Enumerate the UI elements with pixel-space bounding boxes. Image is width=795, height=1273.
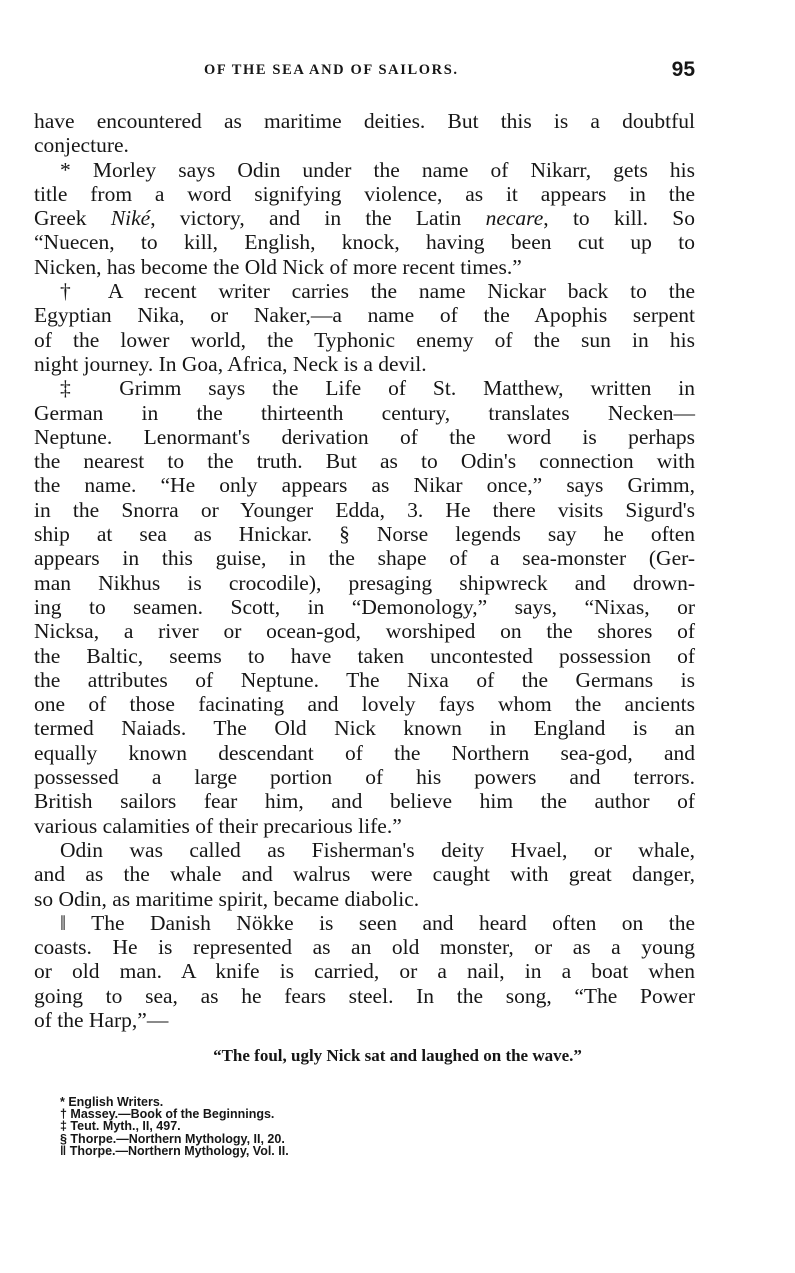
text-line: Odin was called as Fisherman's deity Hvael, or whale, (60, 837, 695, 862)
text-line: conjecture. (34, 133, 129, 158)
footnote: † Massey.—Book of the Beginnings. (60, 1107, 275, 1122)
verse-quote: “The foul, ugly Nick sat and laughed on the wave.” (213, 1046, 582, 1065)
text-line: ing to seamen. Scott, in “Demonology,” says, “Nixas, or (34, 594, 695, 619)
text-line: and as the whale and walrus were caught with great danger, (34, 862, 695, 887)
footnote: ‡ Teut. Myth., II, 497. (60, 1119, 181, 1134)
text-line: the name. “He only appears as Nikar once,” says Grimm, (34, 473, 695, 498)
text-line: coasts. He is represented as an old monster, or as a young (34, 935, 695, 960)
text-line: Greek Niké, victory, and in the Latin necare, to kill. So (34, 206, 695, 231)
text-line: in the Snorra or Younger Edda, 3. He there visits Sigurd's (34, 497, 695, 522)
text-line: one of those facinating and lovely fays whom the ancients (34, 692, 695, 717)
text-line: Nicken, has become the Old Nick of more recent times.” (34, 254, 522, 279)
footnote: * English Writers. (60, 1095, 164, 1109)
text-line: going to sea, as he fears steel. In the song, “The Power (34, 983, 695, 1008)
text-line: appears in this guise, in the shape of a sea-monster (Ger- (34, 546, 695, 571)
text-line: night journey. In Goa, Africa, Neck is a devil. (34, 351, 427, 376)
text-line: the nearest to the truth. But as to Odin's connection with (34, 449, 695, 474)
text-line: have encountered as maritime deities. But this is a doubtful (34, 109, 695, 133)
text-line: of the Harp,”— (34, 1007, 169, 1032)
footnotes (60, 1096, 560, 1157)
body-text (34, 109, 695, 1032)
footnote: ‖ Thorpe.—Northern Mythology, Vol. II. (60, 1143, 289, 1158)
page-number: 95 (671, 58, 695, 81)
text-line: title from a word signifying violence, as it appears in the (34, 181, 695, 206)
text-line: German in the thirteenth century, translates Necken— (34, 400, 695, 425)
text-line: Nicksa, a river or ocean-god, worshiped on the shores of (34, 619, 695, 644)
text-line: Egyptian Nika, or Naker,—a name of the Apophis serpent (34, 303, 695, 328)
text-line: the attributes of Neptune. The Nixa of the Germans is (34, 667, 695, 692)
text-line: ship at sea as Hnickar. § Norse legends say he often (34, 522, 695, 547)
text-line: the Baltic, seems to have taken uncontested possession of (34, 643, 695, 668)
text-line: * Morley says Odin under the name of Nikarr, gets his (60, 157, 695, 182)
text-line: “Nuecen, to kill, English, knock, having been cut up to (34, 230, 695, 255)
text-line: so Odin, as maritime spirit, became diabolic. (34, 886, 420, 911)
footnote: § Thorpe.—Northern Mythology, II, 20. (60, 1131, 285, 1146)
text-line: possessed a large portion of his powers and terrors. (34, 765, 695, 790)
running-head (34, 58, 695, 88)
text-line: British sailors fear him, and believe him the author of (34, 789, 695, 814)
text-line: or old man. A knife is carried, or a nail, in a boat when (34, 959, 695, 984)
text-line: of the lower world, the Typhonic enemy of the sun in his (34, 327, 695, 352)
text-line: ‖ The Danish Nökke is seen and heard often on the (60, 910, 695, 935)
text-line: man Nikhus is crocodile), presaging shipwreck and drown- (34, 570, 695, 595)
text-line: Neptune. Lenormant's derivation of the word is perhaps (34, 424, 695, 449)
text-line: equally known descendant of the Northern sea-god, and (34, 740, 695, 765)
text-line: termed Naiads. The Old Nick known in England is an (34, 716, 695, 741)
text-line: various calamities of their precarious life.” (34, 813, 402, 838)
running-title: OF THE SEA AND OF SAILORS. (204, 62, 459, 78)
text-line: ‡ Grimm says the Life of St. Matthew, written in (60, 376, 695, 401)
text-line: † A recent writer carries the name Nickar back to the (60, 279, 695, 304)
